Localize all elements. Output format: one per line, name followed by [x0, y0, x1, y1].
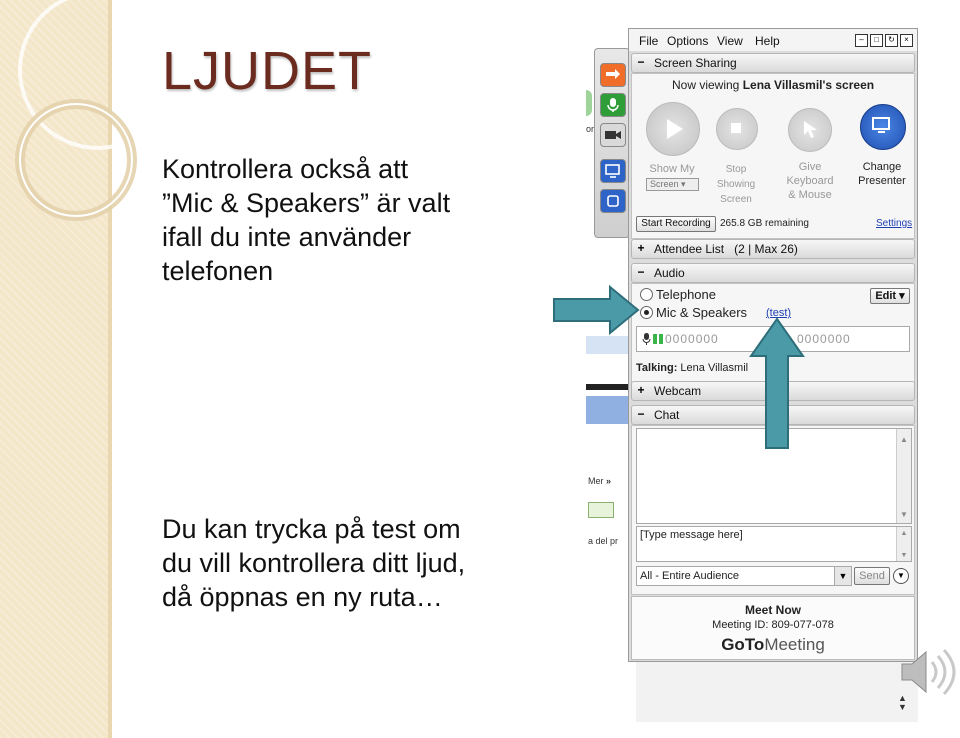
- mic-speakers-label: Mic & Speakers: [656, 305, 748, 320]
- change-presenter-label: Change Presenter: [858, 161, 906, 187]
- orange-arrow-icon[interactable]: [600, 63, 626, 87]
- stop-square-icon: [731, 123, 743, 135]
- screen-share-icon[interactable]: [600, 159, 626, 183]
- paragraph-line: ”Mic & Speakers” är valt: [162, 188, 451, 218]
- telephone-radio[interactable]: [640, 288, 653, 301]
- scrollbar[interactable]: [896, 527, 911, 561]
- microphone-icon[interactable]: [600, 93, 626, 117]
- section-label: Webcam: [654, 384, 702, 398]
- expand-icon: +: [637, 241, 645, 255]
- section-label: Screen Sharing: [654, 56, 737, 70]
- scroll-down-icon[interactable]: ▼: [900, 510, 908, 519]
- show-my-screen-button[interactable]: [646, 102, 700, 156]
- section-label: Chat: [654, 408, 680, 422]
- message-placeholder: [Type message here]: [640, 529, 743, 541]
- now-viewing-text: Now viewing Lena Villasmil's screen: [672, 78, 875, 92]
- gotomeeting-logo: GoToMeeting: [721, 635, 825, 654]
- send-button[interactable]: Send: [854, 567, 890, 585]
- mic-speakers-radio[interactable]: [640, 306, 653, 319]
- meeting-info-footer: [631, 596, 915, 660]
- chat-message-input[interactable]: [636, 526, 912, 562]
- play-icon: [665, 117, 685, 141]
- level-bar: [653, 334, 657, 344]
- screen-select[interactable]: Screen ▾: [646, 178, 699, 191]
- paragraph-line: Du kan trycka på test om: [162, 514, 461, 544]
- background-text: Mer »: [588, 476, 612, 486]
- collapse-icon: −: [637, 265, 645, 279]
- audience-select[interactable]: [636, 566, 852, 586]
- paragraph-test: [162, 512, 465, 614]
- remaining-storage: 265.8 GB remaining: [720, 218, 809, 229]
- menu-view[interactable]: View: [717, 34, 743, 48]
- stop-showing-label: Stop Showing Screen: [716, 164, 756, 205]
- stop-showing-screen-button[interactable]: [716, 108, 758, 150]
- meeting-title: Meet Now: [744, 603, 801, 617]
- right-pointing-arrow: [552, 284, 640, 336]
- level-bar: [659, 334, 663, 344]
- background-text: a del pr: [588, 536, 619, 546]
- background-text: or: [586, 124, 595, 134]
- show-my-label: Show My: [649, 163, 695, 175]
- paragraph-check-mic: [162, 152, 450, 288]
- restore-button[interactable]: ↻: [885, 34, 898, 47]
- speaker-level-digits: 0000000: [797, 332, 851, 346]
- microphone-icon: [642, 333, 652, 345]
- chat-panel: [631, 425, 915, 595]
- presenter-screen-icon: [872, 117, 894, 137]
- collapse-icon: −: [637, 55, 645, 69]
- screen-sharing-header[interactable]: [631, 53, 915, 73]
- webcam-icon[interactable]: [600, 123, 626, 147]
- menu-bar: [629, 29, 917, 51]
- minimize-button[interactable]: –: [855, 34, 868, 47]
- chevron-down-icon[interactable]: ▼: [834, 567, 851, 585]
- change-presenter-button[interactable]: [860, 104, 906, 150]
- background-green-shape: [586, 90, 592, 116]
- section-label: Audio: [654, 266, 685, 280]
- paragraph-line: ifall du inte använder: [162, 222, 412, 252]
- slide-navigation[interactable]: ▲ ▼: [898, 693, 907, 712]
- mic-level-digits: 0000000: [665, 332, 719, 346]
- section-label: Attendee List (2 | Max 26): [654, 242, 798, 256]
- maximize-button[interactable]: □: [870, 34, 883, 47]
- edit-button[interactable]: Edit ▾: [870, 288, 910, 304]
- close-button[interactable]: ×: [900, 34, 913, 47]
- paragraph-line: telefonen: [162, 256, 274, 286]
- expand-icon: +: [637, 383, 645, 397]
- give-keyboard-label: Give Keyboard & Mouse: [786, 161, 834, 201]
- background-green-button: [588, 502, 614, 518]
- chat-options-icon[interactable]: ▼: [893, 568, 909, 584]
- give-keyboard-mouse-button[interactable]: [788, 108, 832, 152]
- start-recording-button[interactable]: Start Recording: [636, 216, 716, 232]
- decorative-circles: [0, 0, 140, 260]
- slide-title: LJUDET: [162, 41, 373, 101]
- menu-file[interactable]: File: [639, 34, 659, 48]
- scroll-up-icon[interactable]: ▲: [900, 530, 908, 537]
- paragraph-line: Kontrollera också att: [162, 154, 409, 184]
- vertical-toolbar: [594, 48, 630, 238]
- stop-icon[interactable]: [600, 189, 626, 213]
- audience-value: All - Entire Audience: [640, 570, 740, 582]
- collapse-icon: −: [637, 407, 645, 421]
- audio-header[interactable]: [631, 263, 915, 283]
- telephone-label: Telephone: [656, 287, 716, 302]
- scroll-down-icon[interactable]: ▼: [900, 552, 908, 559]
- menu-help[interactable]: Help: [755, 34, 780, 48]
- attendee-list-header[interactable]: [631, 239, 915, 259]
- scrollbar[interactable]: [896, 429, 911, 523]
- test-link[interactable]: (test): [766, 307, 792, 319]
- settings-link[interactable]: Settings: [876, 218, 913, 229]
- screen-sharing-panel: [631, 73, 915, 239]
- scroll-up-icon[interactable]: ▲: [900, 435, 908, 444]
- paragraph-line: då öppnas en ny ruta…: [162, 582, 443, 612]
- cursor-icon: [802, 119, 820, 141]
- meeting-id: Meeting ID: 809-077-078: [712, 619, 834, 631]
- up-pointing-arrow: [748, 316, 806, 450]
- paragraph-line: du vill kontrollera ditt ljud,: [162, 548, 466, 578]
- menu-options[interactable]: Options: [667, 34, 709, 48]
- talking-indicator: Talking: Lena Villasmil: [636, 362, 749, 374]
